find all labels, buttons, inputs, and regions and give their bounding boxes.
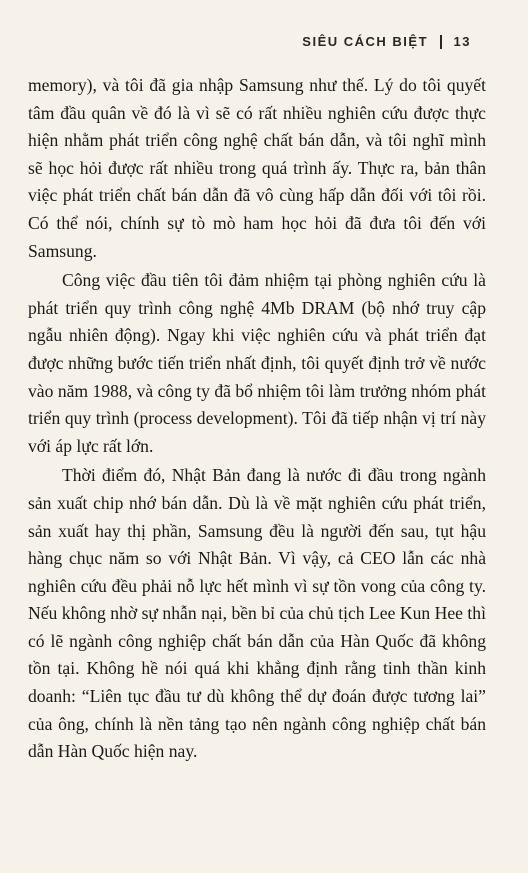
page-number: 13	[453, 34, 471, 49]
header-separator	[440, 35, 442, 49]
body-text	[28, 72, 486, 766]
running-header	[302, 34, 471, 49]
paragraph-3: Thời điểm đó, Nhật Bản đang là nước đi đầu trong ngành sản xuất chip nhớ bán dẫn. Dù là về mặt nghiên cứu phát triển, sản xuất hay thị phần, Samsung đều là người đến sau, tụt hậu hàng chục năm so với Nhật Bản. Vì vậy, cả CEO lẫn các nhà nghiên cứu đều phải nỗ lực hết mình vì sự tồn vong của công ty. Nếu không nhờ sự nhẫn nại, bền bỉ của chủ tịch Lee Kun Hee thì có lẽ ngành công nghiệp chất bán dẫn của Hàn Quốc đã không tồn tại. Không hề nói quá khi khẳng định rằng tinh thần kinh doanh: “Liên tục đầu tư dù không thể dự đoán được tương lai” của ông, chính là nền tảng tạo nên ngành công nghiệp chất bán dẫn Hàn Quốc hiện nay.	[28, 465, 486, 762]
paragraph-2: Công việc đầu tiên tôi đảm nhiệm tại phòng nghiên cứu là phát triển quy trình công nghệ 4Mb DRAM (bộ nhớ truy cập ngẫu nhiên động). Ngay khi việc nghiên cứu và phát triển đạt được những bước tiến triển nhất định, tôi quyết định trở về nước vào năm 1988, và công ty đã bổ nhiệm tôi làm trưởng nhóm phát triển quy trình (process development). Tôi đã tiếp nhận vị trí này với áp lực rất lớn.	[28, 270, 486, 456]
book-title: SIÊU CÁCH BIỆT	[302, 34, 429, 49]
paragraph-1: memory), và tôi đã gia nhập Samsung như thế. Lý do tôi quyết tâm đầu quân về đó là vì sẽ có rất nhiều nghiên cứu được thực hiện nhằm phát triển công nghệ chất bán dẫn, và tôi nghĩ mình sẽ học hỏi được rất nhiều trong quá trình ấy. Thực ra, bản thân việc phát triển chất bán dẫn đã vô cùng hấp dẫn đối với tôi rồi. Có thể nói, chính sự tò mò ham học hỏi đã đưa tôi đến với Samsung.	[28, 75, 486, 261]
